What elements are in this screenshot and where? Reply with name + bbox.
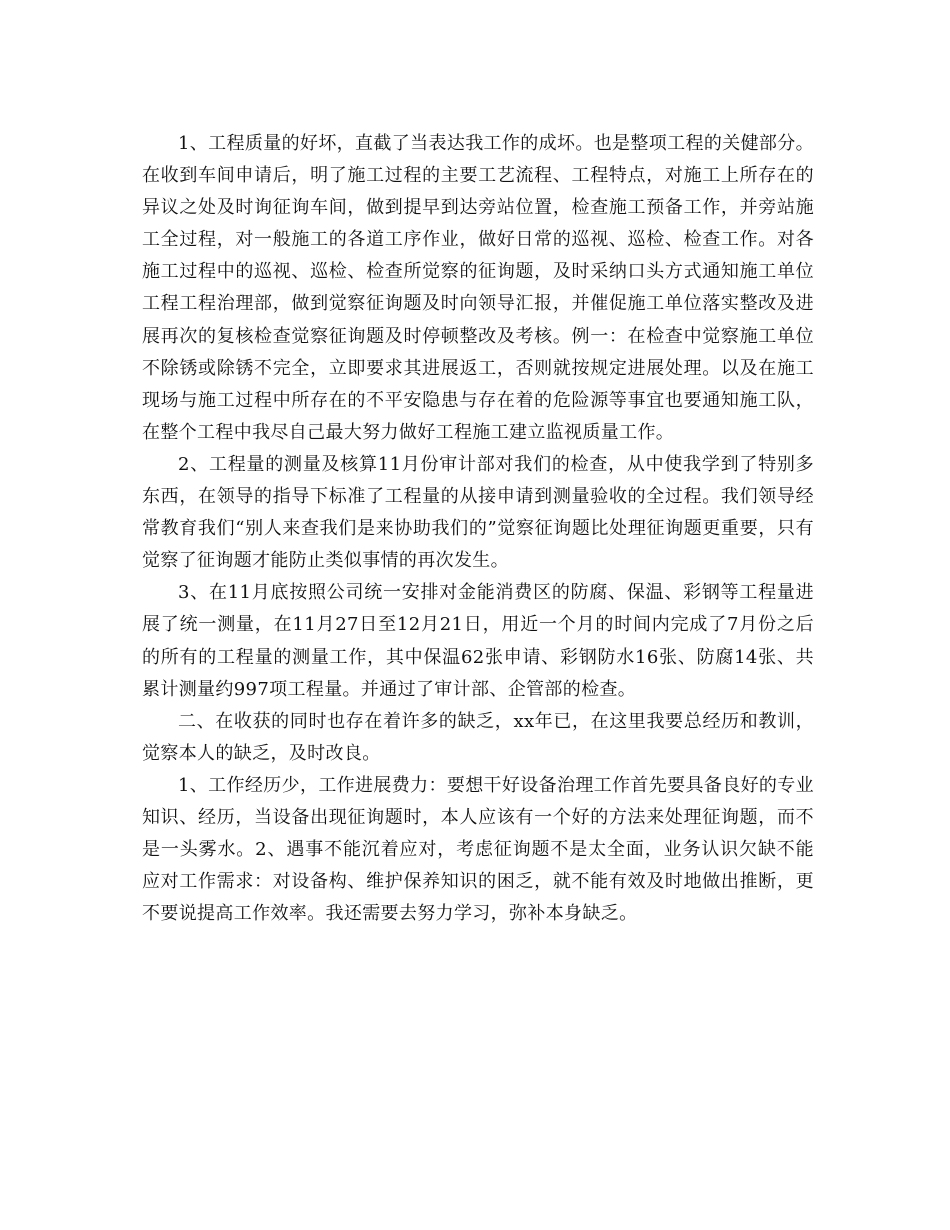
paragraph-shortcomings-details: 1、工作经历少，工作进展费力：要想干好设备治理工作首先要具备良好的专业知识、经历，当设备出现征询题时，本人应该有一个好的方法来处理征询题，而不是一头雾水。2、遇事不能沉着应对，考虑征询题不是太全面，业务认识欠缺不能应对工作需求：对设备构、维护保养知识的困乏，就不能有效及时地做出推断，更不要说提高工作效率。我还需要去努力学习，弥补本身缺乏。 [142,774,814,925]
paragraph-november-measurement: 3、在11月底按照公司统一安排对金能消费区的防腐、保温、彩钢等工程量进展了统一测量，在11月27日至12月21日，用近一个月的时间内完成了7月份之后的所有的工程量的测量工作，其中保温62张申请、彩钢防水16张、防腐14张、共累计测量约997项工程量。并通过了审计部、企管部的检查。 [142,582,814,700]
paragraph-shortcomings-intro: 二、在收获的同时也存在着许多的缺乏，xx年已，在这里我要总经历和教训，觉察本人的缺乏，及时改良。 [142,710,814,764]
paragraph-measurement-review: 2、工程量的测量及核算11月份审计部对我们的检查，从中使我学到了特别多东西，在领导的指导下标准了工程量的从接申请到测量验收的全过程。我们领导经常教育我们“别人来查我们是来协助我们的”觉察征询题比处理征询题更重要，只有觉察了征询题才能防止类似事情的再次发生。 [142,453,814,572]
paragraph-project-quality: 1、工程质量的好坏，直截了当表达我工作的成坏。也是整项工程的关健部分。在收到车间申请后，明了施工过程的主要工艺流程、工程特点，对施工上所存在的异议之处及时询征询车间，做到提早到达旁站位置，检查施工预备工作，并旁站施工全过程，对一般施工的各道工序作业，做好日常的巡视、巡检、检查工作。对各施工过程中的巡视、巡检、检查所觉察的征询题，及时采纳口头方式通知施工单位工程工程治理部，做到觉察征询题及时向领导汇报，并催促施工单位落实整改及进展再次的复核检查觉察征询题及时停顿整改及考核。例一：在检查中觉察施工单位不除锈或除锈不完全，立即要求其进展返工，否则就按规定进展处理。以及在施工现场与施工过程中所存在的不平安隐患与存在着的危险源等事宜也要通知施工队，在整个工程中我尽自己最大努力做好工程施工建立监视质量工作。 [142,133,814,443]
document-body [142,128,814,930]
